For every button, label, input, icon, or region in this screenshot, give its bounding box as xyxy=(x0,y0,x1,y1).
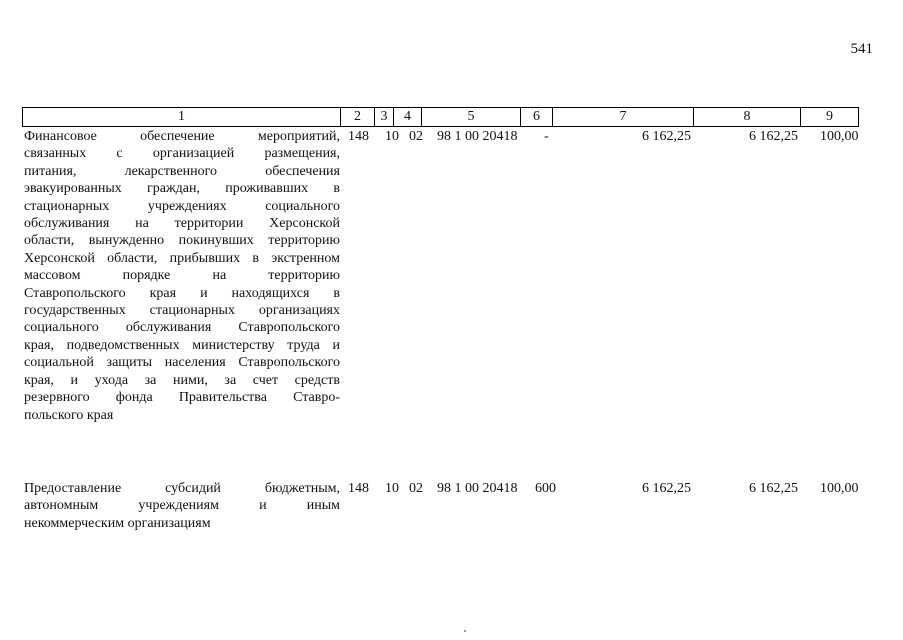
row-description xyxy=(24,128,340,424)
header-col-7: 7 xyxy=(553,108,694,127)
column-header-table xyxy=(22,107,859,127)
cell-target-article: 98 1 00 20418 xyxy=(437,481,518,496)
cell-ministry-code: 148 xyxy=(348,129,369,144)
description-line: Херсонской области, прибывших в экстренном xyxy=(24,250,340,266)
description-line: Предоставление субсидий бюджетным, xyxy=(24,481,340,496)
description-line: социального обслуживания Ставропольского xyxy=(24,320,340,336)
cell-executed-amount: 6 162,25 xyxy=(749,481,798,496)
description-line: массовом порядке на территорию xyxy=(24,268,340,284)
description-line: области, вынужденно покинувших территорию xyxy=(24,233,340,249)
cell-expense-type: - xyxy=(544,129,549,144)
cell-planned-amount: 6 162,25 xyxy=(642,481,691,496)
header-col-5: 5 xyxy=(422,108,521,127)
description-line: края, подведомственных министерству труда и xyxy=(24,337,340,353)
cell-execution-percent: 100,00 xyxy=(820,481,859,496)
header-col-8: 8 xyxy=(694,108,801,127)
description-line: края, и ухода за ними, за счет средств xyxy=(24,372,340,388)
cell-subsection-code: 02 xyxy=(409,129,423,144)
description-line: государственных стационарных организациях xyxy=(24,303,340,319)
cell-subsection-code: 02 xyxy=(409,481,423,496)
description-line: стационарных учреждениях социального xyxy=(24,198,340,214)
row-description xyxy=(24,480,340,532)
cell-expense-type: 600 xyxy=(535,481,556,496)
description-line: Ставропольского края и находящихся в xyxy=(24,285,340,301)
page-number: 541 xyxy=(850,41,873,57)
header-row xyxy=(23,108,859,127)
header-col-9: 9 xyxy=(801,108,859,127)
cell-executed-amount: 6 162,25 xyxy=(749,129,798,144)
cell-planned-amount: 6 162,25 xyxy=(642,129,691,144)
description-line: автономным учреждениям и иным xyxy=(24,498,340,514)
header-col-1: 1 xyxy=(23,108,341,127)
description-line: связанных с организацией размещения, xyxy=(24,146,340,162)
cell-section-code: 10 xyxy=(385,481,399,496)
cell-section-code: 10 xyxy=(385,129,399,144)
header-col-4: 4 xyxy=(394,108,422,127)
description-line: питания, лекарственного обеспечения xyxy=(24,163,340,179)
cell-target-article: 98 1 00 20418 xyxy=(437,129,518,144)
description-line: резервного фонда Правительства Ставро- xyxy=(24,390,340,406)
scan-speck xyxy=(464,630,466,632)
header-col-6: 6 xyxy=(521,108,553,127)
description-line: некоммерческим организациям xyxy=(24,515,211,531)
description-line: польского края xyxy=(24,407,114,423)
header-col-2: 2 xyxy=(341,108,375,127)
header-col-3: 3 xyxy=(375,108,394,127)
description-line: обслуживания на территории Херсонской xyxy=(24,216,340,232)
description-line: социальной защиты населения Ставропольского xyxy=(24,355,340,371)
cell-execution-percent: 100,00 xyxy=(820,129,859,144)
cell-ministry-code: 148 xyxy=(348,481,369,496)
description-line: эвакуированных граждан, проживавших в xyxy=(24,181,340,197)
description-line: Финансовое обеспечение мероприятий, xyxy=(24,129,340,144)
